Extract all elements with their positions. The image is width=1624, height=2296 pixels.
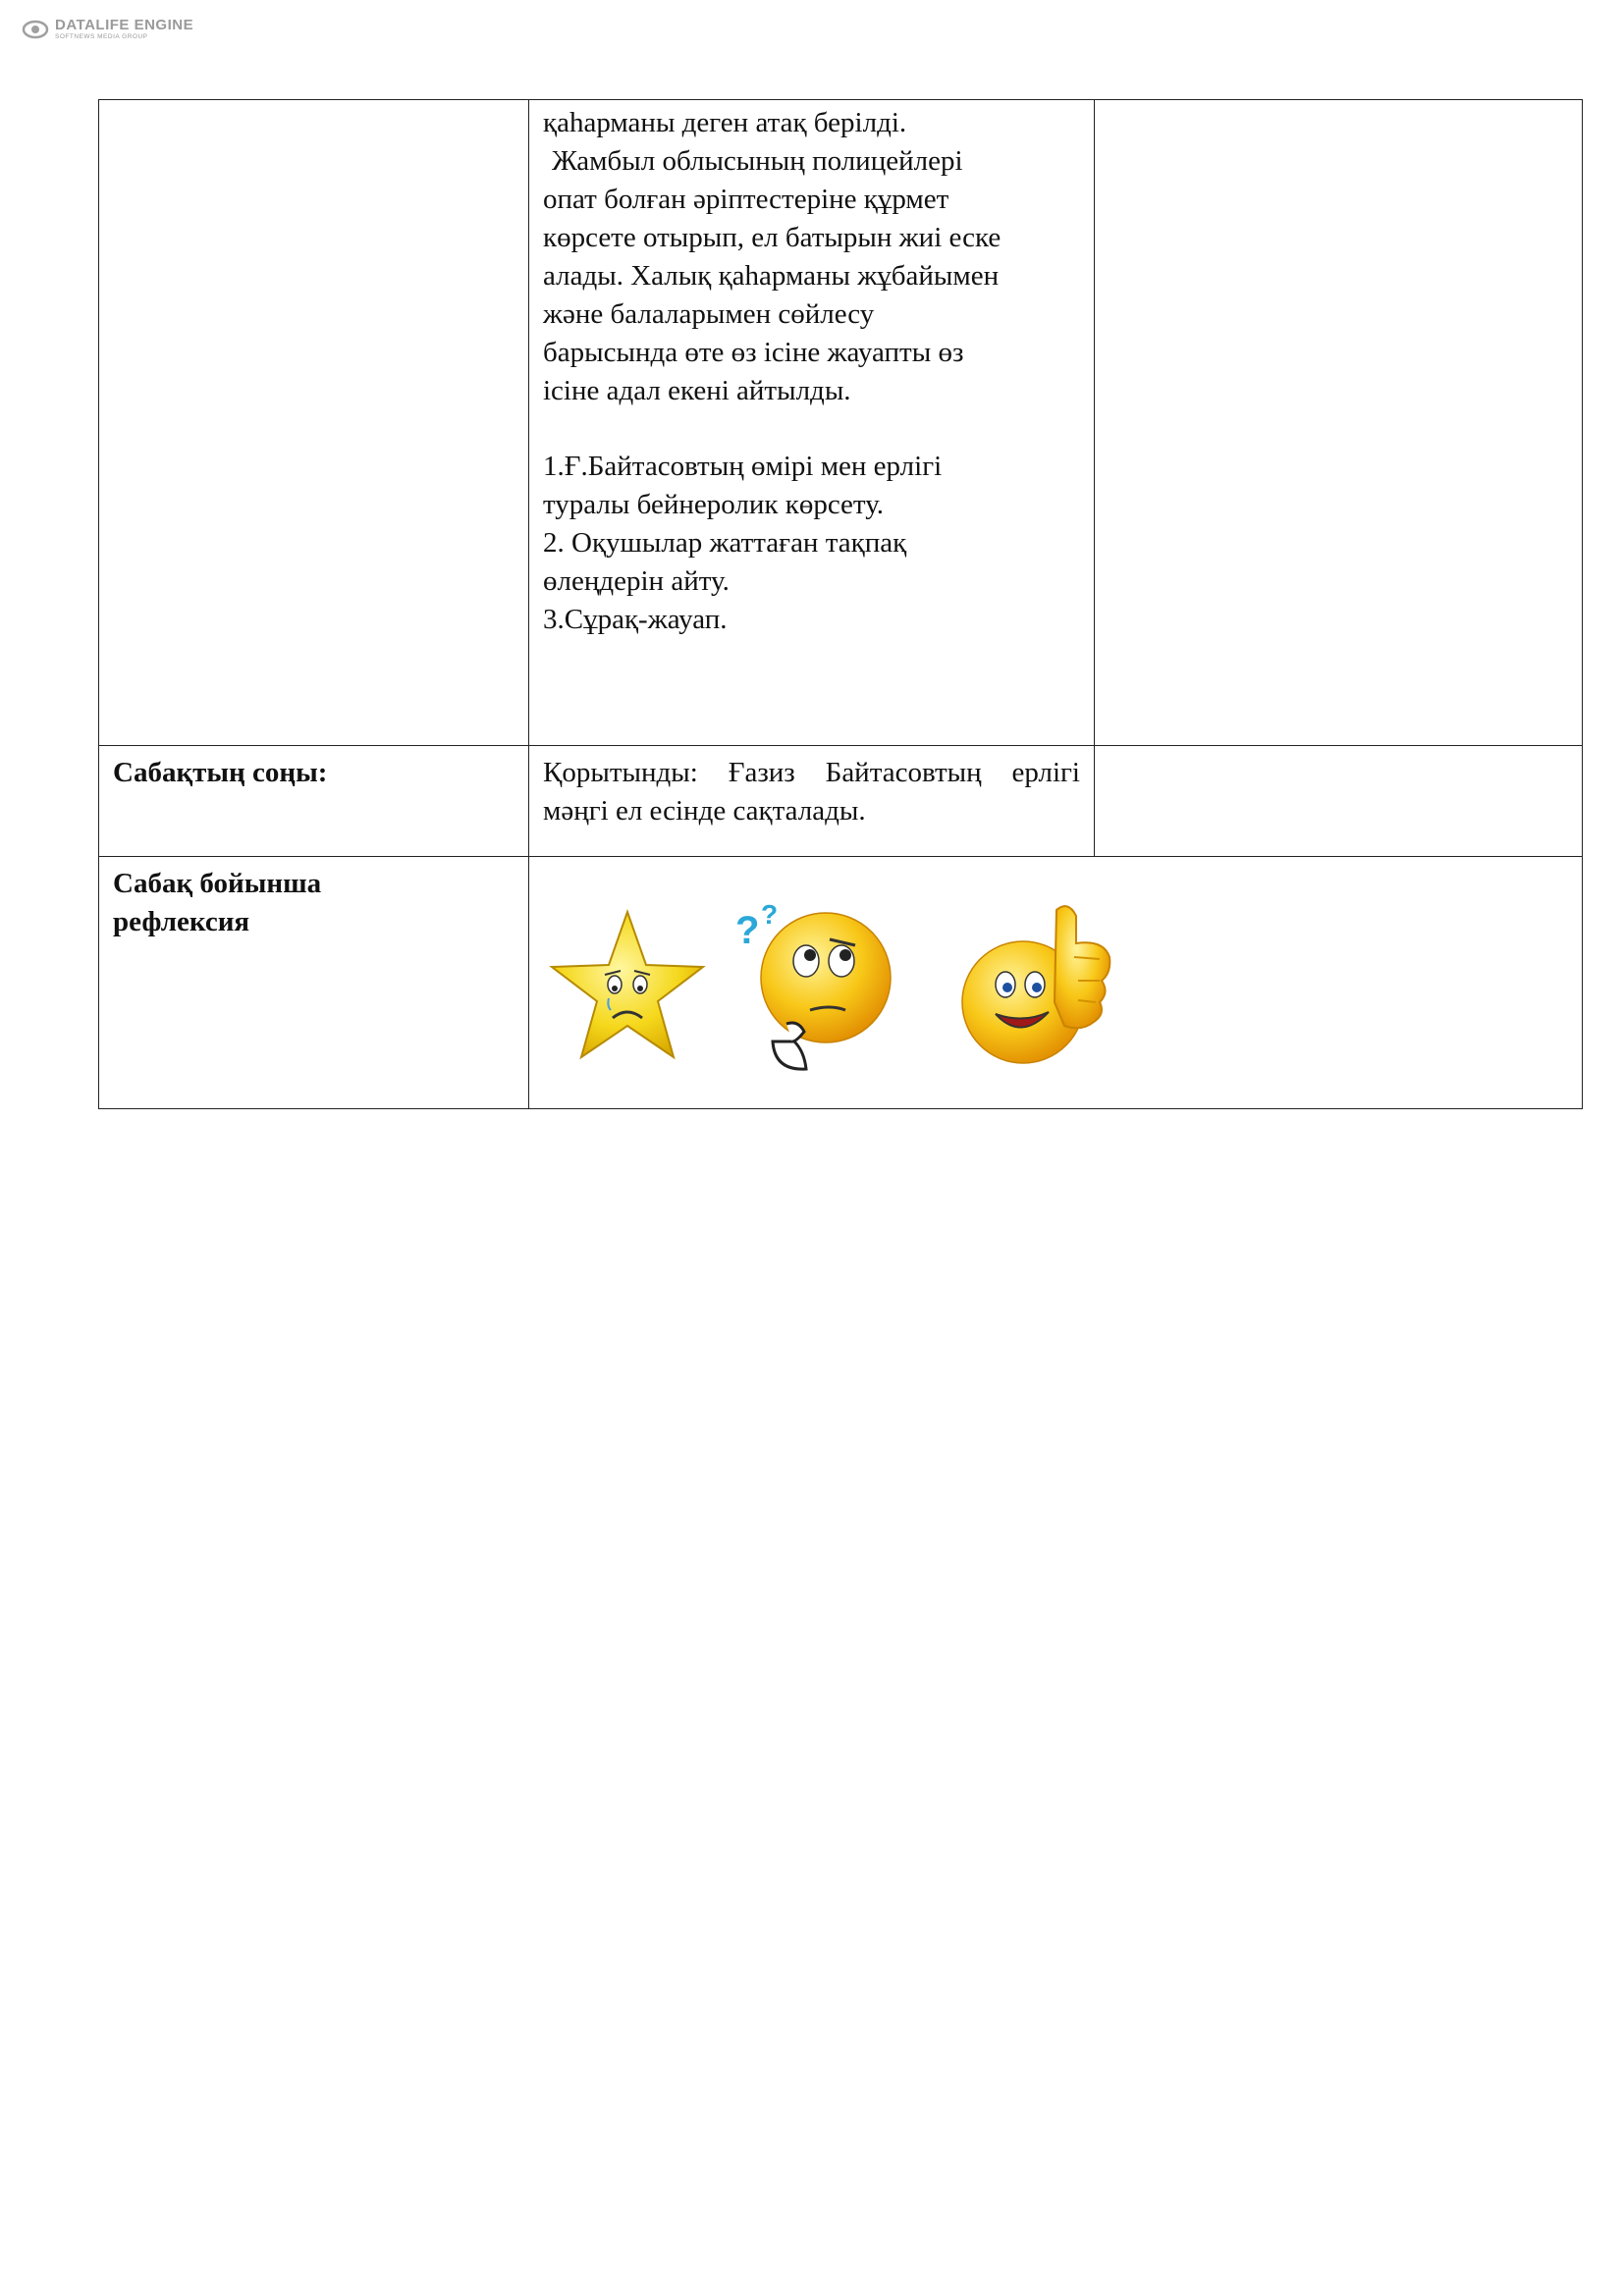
task-item: 1.Ғ.Байтасовтың өмірі мен ерлігі — [543, 451, 943, 482]
stage-cell-empty — [99, 100, 529, 746]
reflection-emojis — [529, 857, 1582, 1108]
task-item: 2. Оқушылар жаттаған тақпақ — [543, 527, 907, 559]
task-item: туралы бейнеролик көрсету. — [543, 489, 885, 520]
table-row-reflection — [99, 857, 1583, 1109]
text-line: алады. Халық қаһарманы жұбайымен — [543, 260, 1000, 292]
activity-cell — [529, 100, 1095, 746]
table-row-lesson-end — [99, 746, 1583, 857]
reflection-label — [99, 857, 528, 941]
svg-text:?: ? — [735, 909, 760, 952]
stage-cell — [99, 746, 529, 857]
reflection-label-line: Сабақ бойынша — [113, 868, 322, 899]
thumbs-up-emoji-icon — [947, 894, 1123, 1071]
task-item: өлеңдерін айту. — [543, 565, 730, 597]
stage-cell — [99, 857, 529, 1109]
watermark-logo — [22, 18, 193, 41]
text-line: ісіне адал екені айтылды. — [543, 375, 851, 406]
conclusion-cell — [529, 746, 1095, 857]
text-line: көрсете отырып, ел батырын жиі еске — [543, 222, 1001, 253]
conclusion-text: Қорытынды: Ғазиз Байтасовтың ерлігі мәңгі ел есінде сақталады. — [543, 757, 1080, 827]
table-row-activities — [99, 100, 1583, 746]
reflection-cell — [529, 857, 1583, 1109]
resources-cell-empty — [1095, 746, 1583, 857]
sad-star-icon — [544, 908, 711, 1070]
text-line: және балаларымен сөйлесу — [543, 298, 875, 330]
lesson-plan-table — [98, 99, 1583, 1109]
text-line: барысында өте өз ісіне жауапты өз — [543, 337, 964, 368]
thinking-emoji-icon — [735, 894, 893, 1076]
resources-cell-empty — [1095, 100, 1583, 746]
text-line: қаһарманы деген атақ берілді. — [543, 107, 907, 138]
watermark-title: DATALIFE ENGINE — [55, 17, 194, 33]
watermark-subtitle: SOFTNEWS MEDIA GROUP — [55, 33, 148, 40]
text-line: опат болған әріптестеріне құрмет — [543, 184, 949, 215]
activity-text — [529, 100, 1094, 639]
eye-logo-icon — [22, 19, 49, 40]
reflection-label-line: рефлексия — [113, 906, 250, 937]
text-line: Жамбыл облысының полицейлері — [552, 145, 963, 177]
svg-text:?: ? — [761, 899, 779, 930]
task-item: 3.Сұрақ-жауап. — [543, 604, 728, 635]
lesson-end-label: Сабақтың соңы: — [113, 757, 328, 788]
